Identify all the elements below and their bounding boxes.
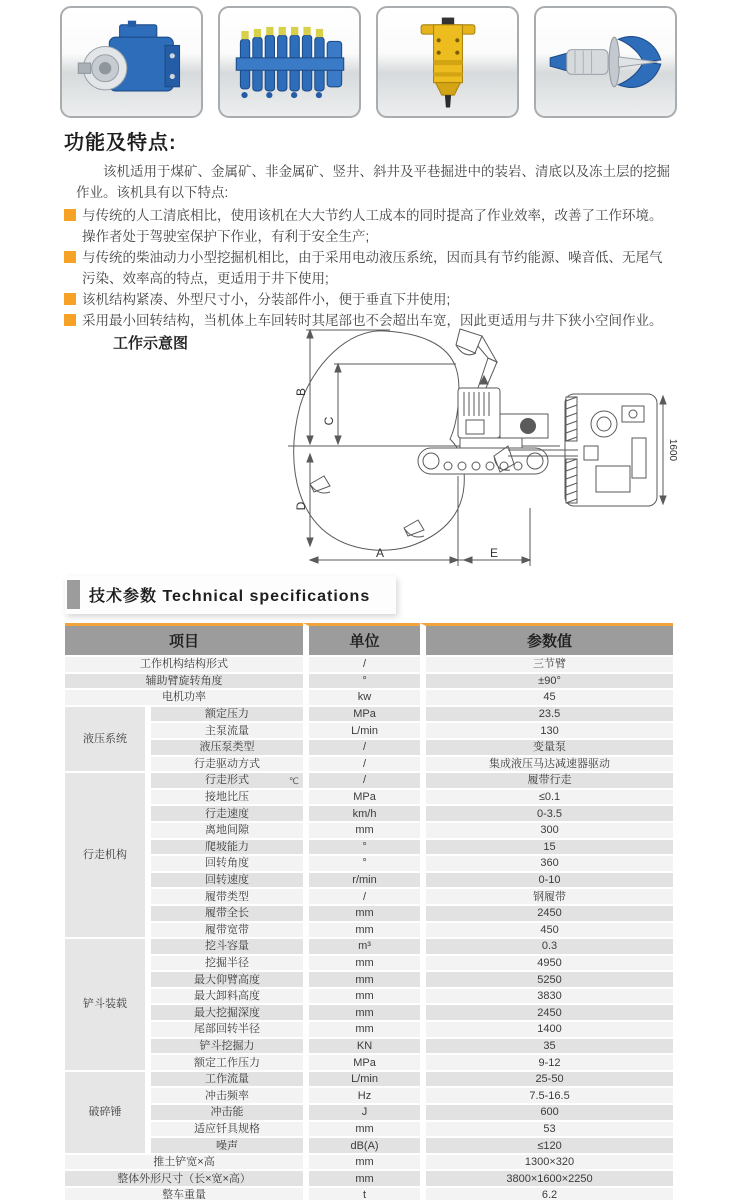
spec-value: 变量泵 [420, 740, 673, 757]
spec-unit: / [303, 757, 420, 774]
svg-text:D: D [294, 501, 308, 511]
spec-unit: / [303, 889, 420, 906]
spec-value: 25-50 [420, 1072, 673, 1089]
spec-unit: dB(A) [303, 1138, 420, 1155]
spec-item-label: 回转速度 [145, 873, 303, 890]
spec-value: ≤120 [420, 1138, 673, 1155]
spec-value: 三节臂 [420, 657, 673, 674]
spec-item-label: 行走驱动方式 [145, 757, 303, 774]
product-image-hydraulic-breaker[interactable] [376, 6, 519, 118]
spec-value: 3800×1600×2250 [420, 1171, 673, 1188]
specs-header-row [65, 623, 673, 657]
spec-row [65, 856, 673, 873]
spec-unit: L/min [303, 1072, 420, 1089]
spec-item-label: 挖掘半径 [145, 956, 303, 973]
feature-text: 该机结构紧凑、外型尺寸小，分装部件小，便于垂直下井使用; [82, 292, 451, 307]
spec-unit: mm [303, 923, 420, 940]
spec-row [65, 956, 673, 973]
spec-row [65, 757, 673, 774]
spec-row [65, 989, 673, 1006]
spec-item-label: 工作流量 [145, 1072, 303, 1089]
spec-row [65, 1055, 673, 1072]
spec-row [65, 1005, 673, 1022]
spec-value: 360 [420, 856, 673, 873]
spec-value: ±90° [420, 674, 673, 691]
spec-row [65, 657, 673, 674]
feature-item [64, 247, 674, 289]
spec-item-label: 履带宽带 [145, 923, 303, 940]
svg-text:B: B [294, 387, 308, 397]
spec-item-label: 额定工作压力 [145, 1055, 303, 1072]
spec-row [65, 840, 673, 857]
spec-value: 2450 [420, 1005, 673, 1022]
section-marker-icon [67, 580, 80, 609]
spec-unit: mm [303, 906, 420, 923]
feature-text: 采用最小回转结构，当机体上车回转时其尾部也不会超出车宽，因此更适用与井下狭小空间作业。 [82, 313, 663, 328]
spec-value: 45 [420, 690, 673, 707]
spec-unit: r/min [303, 873, 420, 890]
control-valve-icon [228, 14, 352, 110]
spec-row [65, 1171, 673, 1188]
spec-row [65, 1022, 673, 1039]
product-image-splitter-grab[interactable] [534, 6, 677, 118]
spec-item-label: 接地比压 [145, 790, 303, 807]
spec-row [65, 1122, 673, 1139]
specs-title-card [65, 576, 396, 614]
spec-group-label: 行走机构 [65, 773, 145, 939]
spec-unit: kw [303, 690, 420, 707]
spec-value: 23.5 [420, 707, 673, 724]
spec-row [65, 773, 673, 790]
spec-item-label: 挖斗容量 [145, 939, 303, 956]
spec-label-suffix: ℃ [288, 776, 300, 787]
feature-item [64, 205, 674, 247]
spec-value: 0-3.5 [420, 806, 673, 823]
product-gallery [60, 6, 682, 118]
column-header-item: 项目 [65, 623, 303, 657]
spec-value: 53 [420, 1122, 673, 1139]
spec-value: 履带行走 [420, 773, 673, 790]
spec-unit: Hz [303, 1088, 420, 1105]
bullet-square-icon [64, 209, 76, 221]
spec-unit: mm [303, 1022, 420, 1039]
spec-row [65, 873, 673, 890]
spec-unit: mm [303, 956, 420, 973]
spec-row [65, 1138, 673, 1155]
spec-unit: mm [303, 1155, 420, 1172]
spec-item-label: 尾部回转半径 [145, 1022, 303, 1039]
bullet-square-icon [64, 314, 76, 326]
spec-value: 6.2 [420, 1188, 673, 1200]
spec-unit: / [303, 657, 420, 674]
column-header-unit: 单位 [303, 623, 420, 657]
spec-item-label: 电机功率 [65, 690, 303, 707]
spec-unit: t [303, 1188, 420, 1200]
spec-item-label: 行走形式 ℃ [145, 773, 303, 790]
spec-item-label: 整车重量 [65, 1188, 303, 1200]
spec-item-label: 工作机构结构形式 [65, 657, 303, 674]
spec-unit: MPa [303, 790, 420, 807]
spec-item-label: 额定压力 [145, 707, 303, 724]
working-range-diagram [60, 326, 682, 576]
spec-row [65, 674, 673, 691]
bullet-square-icon [64, 251, 76, 263]
spec-unit: ° [303, 856, 420, 873]
spec-unit: MPa [303, 1055, 420, 1072]
spec-item-label: 最大仰臂高度 [145, 972, 303, 989]
diagram-title: 工作示意图 [113, 335, 189, 352]
spec-item-label: 冲击能 [145, 1105, 303, 1122]
hydraulic-pump-icon [70, 14, 194, 110]
specs-title: 技术参数 Technical specifications [89, 588, 371, 605]
product-image-hydraulic-pump[interactable] [60, 6, 203, 118]
spec-item-label: 整体外形尺寸（长×宽×高） [65, 1171, 303, 1188]
spec-unit: J [303, 1105, 420, 1122]
spec-item-label: 行走速度 [145, 806, 303, 823]
features-list [64, 205, 674, 331]
svg-text:E: E [489, 546, 499, 560]
product-image-control-valve[interactable] [218, 6, 361, 118]
specs-table [65, 623, 673, 1200]
spec-row [65, 690, 673, 707]
hydraulic-breaker-icon [386, 14, 510, 110]
feature-text: 与传统的柴油动力小型挖掘机相比，由于采用电动液压系统，因而具有节约能源、噪音低、无尾气污染、效率高的特点，更适用于井下使用; [82, 250, 663, 286]
spec-value: 7.5-16.5 [420, 1088, 673, 1105]
svg-text:1600: 1600 [667, 438, 678, 462]
spec-item-label: 主泵流量 [145, 723, 303, 740]
spec-row [65, 1155, 673, 1172]
spec-item-label: 铲斗挖掘力 [145, 1039, 303, 1056]
spec-value: 5250 [420, 972, 673, 989]
spec-row [65, 906, 673, 923]
spec-group-label: 液压系统 [65, 707, 145, 773]
spec-item-label: 噪声 [145, 1138, 303, 1155]
spec-item-label: 爬坡能力 [145, 840, 303, 857]
spec-row [65, 939, 673, 956]
bullet-square-icon [64, 293, 76, 305]
svg-text:A: A [375, 546, 385, 560]
spec-value: 2450 [420, 906, 673, 923]
spec-value: 4950 [420, 956, 673, 973]
spec-row [65, 723, 673, 740]
spec-item-label: 推土铲宽×高 [65, 1155, 303, 1172]
spec-value: ≤0.1 [420, 790, 673, 807]
working-diagram-section [60, 326, 682, 576]
spec-unit: m³ [303, 939, 420, 956]
spec-unit: / [303, 773, 420, 790]
spec-value: 9-12 [420, 1055, 673, 1072]
specs-section [65, 576, 673, 1200]
spec-value: 300 [420, 823, 673, 840]
spec-item-label: 辅助臂旋转角度 [65, 674, 303, 691]
spec-value: 0.3 [420, 939, 673, 956]
spec-row [65, 923, 673, 940]
spec-group-label: 铲斗装载 [65, 939, 145, 1072]
spec-item-label: 履带类型 [145, 889, 303, 906]
spec-value: 3830 [420, 989, 673, 1006]
spec-row [65, 1188, 673, 1200]
spec-row [65, 889, 673, 906]
feature-item [64, 289, 674, 310]
spec-row [65, 1088, 673, 1105]
spec-row [65, 823, 673, 840]
spec-group-label: 破碎锤 [65, 1072, 145, 1155]
spec-item-label: 液压泵类型 [145, 740, 303, 757]
spec-item-label: 最大卸料高度 [145, 989, 303, 1006]
features-title: 功能及特点: [64, 132, 177, 154]
spec-unit: ° [303, 840, 420, 857]
spec-unit: L/min [303, 723, 420, 740]
spec-value: 1300×320 [420, 1155, 673, 1172]
spec-unit: mm [303, 823, 420, 840]
spec-item-label: 冲击频率 [145, 1088, 303, 1105]
features-section [64, 126, 674, 331]
spec-row [65, 790, 673, 807]
spec-unit: KN [303, 1039, 420, 1056]
spec-item-label: 适应钎具规格 [145, 1122, 303, 1139]
spec-value: 集成液压马达减速器驱动 [420, 757, 673, 774]
spec-unit: mm [303, 972, 420, 989]
spec-item-label: 离地间隙 [145, 823, 303, 840]
spec-row [65, 972, 673, 989]
splitter-grab-icon [544, 14, 668, 110]
spec-item-label: 最大挖掘深度 [145, 1005, 303, 1022]
spec-value: 130 [420, 723, 673, 740]
column-header-value: 参数值 [420, 623, 673, 657]
spec-unit: mm [303, 1005, 420, 1022]
spec-item-label: 履带全长 [145, 906, 303, 923]
spec-unit: / [303, 740, 420, 757]
spec-row [65, 1039, 673, 1056]
spec-value: 1400 [420, 1022, 673, 1039]
spec-unit: mm [303, 1171, 420, 1188]
spec-row [65, 1105, 673, 1122]
spec-unit: mm [303, 989, 420, 1006]
spec-row [65, 806, 673, 823]
spec-item-label: 回转角度 [145, 856, 303, 873]
svg-text:C: C [322, 416, 336, 426]
spec-value: 钢履带 [420, 889, 673, 906]
spec-value: 600 [420, 1105, 673, 1122]
features-intro: 该机适用于煤矿、金属矿、非金属矿、竖井、斜井及平巷掘进中的装岩、清底以及冻土层的挖掘作业。该机具有以下特点: [76, 164, 670, 200]
spec-row [65, 740, 673, 757]
spec-unit: ° [303, 674, 420, 691]
spec-row [65, 1072, 673, 1089]
spec-unit: mm [303, 1122, 420, 1139]
spec-unit: km/h [303, 806, 420, 823]
spec-value: 450 [420, 923, 673, 940]
spec-unit: MPa [303, 707, 420, 724]
spec-row [65, 707, 673, 724]
spec-value: 0-10 [420, 873, 673, 890]
spec-value: 35 [420, 1039, 673, 1056]
feature-text: 与传统的人工清底相比，使用该机在大大节约人工成本的同时提高了作业效率，改善了工作环境。操作者处于驾驶室保护下作业，有利于安全生产; [82, 208, 663, 244]
spec-value: 15 [420, 840, 673, 857]
